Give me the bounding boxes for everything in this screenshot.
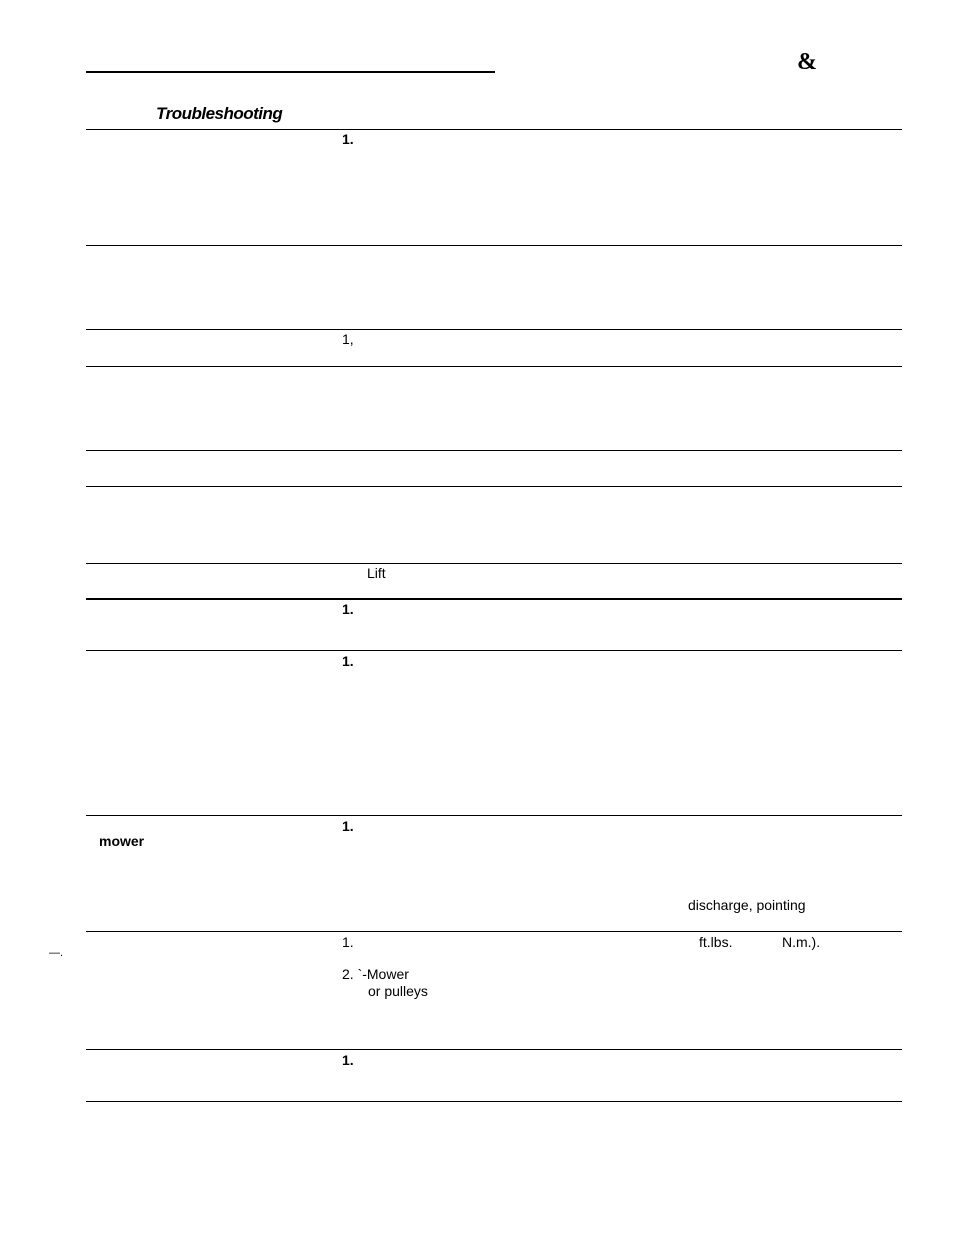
table-rule bbox=[86, 815, 902, 816]
table-rule bbox=[86, 486, 902, 487]
problem-label: mower bbox=[99, 833, 145, 849]
table-rule bbox=[86, 1049, 902, 1050]
stray-mark: —. bbox=[49, 947, 64, 959]
table-rule bbox=[86, 1101, 902, 1102]
table-rule bbox=[86, 129, 902, 130]
table-rule bbox=[86, 931, 902, 932]
text-fragment: discharge, pointing bbox=[688, 897, 806, 913]
lift-text: Lift bbox=[367, 565, 386, 581]
item-number: 1. bbox=[342, 1052, 354, 1068]
table-rule bbox=[86, 366, 902, 367]
item-number: 1. bbox=[342, 131, 354, 147]
item-number: 1. bbox=[342, 934, 354, 950]
text-fragment: ft.lbs. bbox=[699, 934, 733, 950]
header-ampersand: & bbox=[797, 49, 817, 75]
item-number-2: 2. `-Mower bbox=[342, 966, 409, 982]
table-rule bbox=[86, 563, 902, 564]
header-rule bbox=[86, 71, 495, 73]
text-fragment: N.m.). bbox=[782, 934, 821, 950]
item-number: 1. bbox=[342, 818, 354, 834]
section-title: Troubleshooting bbox=[156, 104, 283, 123]
item-number: 1. bbox=[342, 653, 354, 669]
table-rule bbox=[86, 598, 902, 600]
item-number: 1, bbox=[342, 331, 354, 347]
table-rule bbox=[86, 650, 902, 651]
table-rule bbox=[86, 450, 902, 451]
table-rule bbox=[86, 329, 902, 330]
item-number: 1. bbox=[342, 601, 354, 617]
table-rule bbox=[86, 245, 902, 246]
text-fragment: or pulleys bbox=[368, 983, 428, 999]
